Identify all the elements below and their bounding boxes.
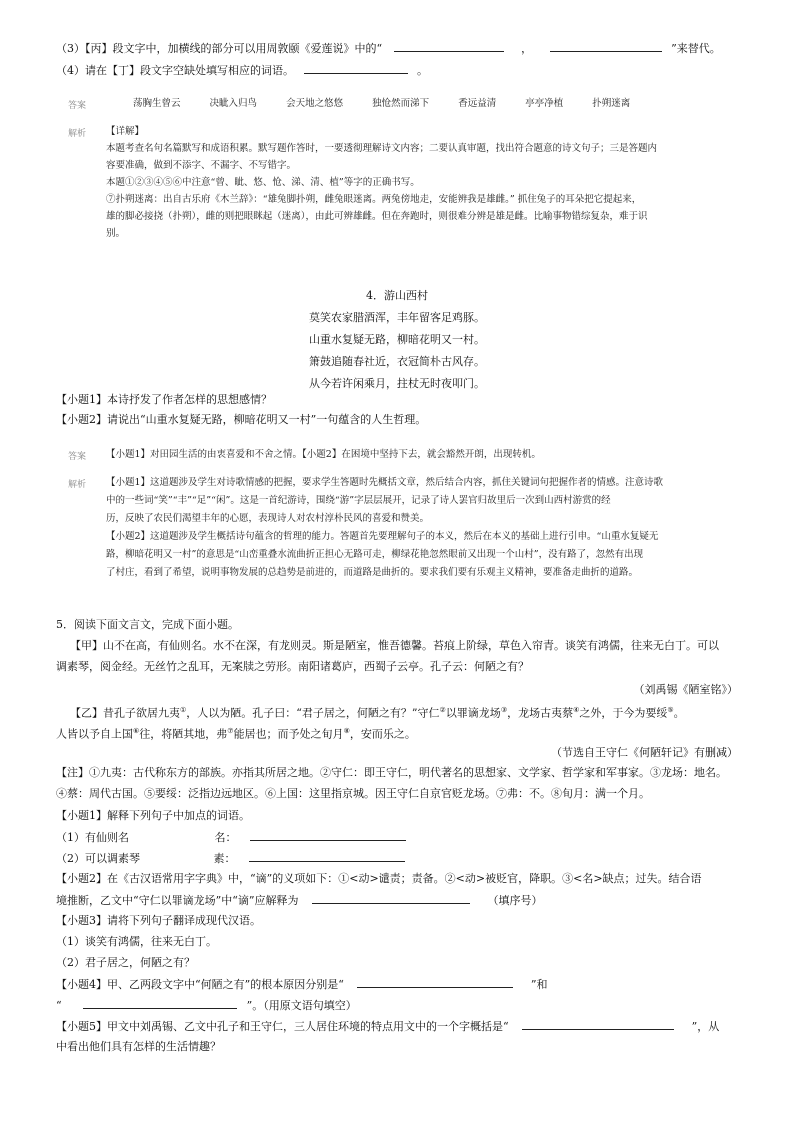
- answer-blank-1[interactable]: [394, 40, 504, 52]
- detail-line: 路，柳暗花明又一村”的意思是“山峦重叠水流曲折正担心无路可走，柳绿花艳忽然眼前又出现一个山村”，没有路了，忽然有出现: [106, 549, 644, 560]
- answer-row: 荡胸生曾云 决眦入归鸟 会天地之悠悠 独怆然而涕下 香远益清 亭亭净植 扑朔迷离: [133, 98, 631, 109]
- detail-line: 历，反映了农民们渴望丰年的心愿，表现诗人对农村淳朴民风的喜爱和赞美。: [106, 513, 430, 524]
- answer-blank-9[interactable]: [522, 1018, 674, 1030]
- note: 【注】①九夷：古代称东方的部族。亦指其所居之地。②守仁：即王守仁，明代著名的思想家、文学家、哲学家和军事家。③龙场：地名。: [56, 766, 727, 779]
- note: ④蔡：周代古国。⑤要绥：泛指边远地区。⑥上国：这里指京城。因王守仁自京官贬龙场。⑦弗：不。⑧旬月：满一个月。: [56, 787, 650, 800]
- subquestion-5-b: 中看出他们具有怎样的生活情趣？: [56, 1040, 221, 1053]
- text-yi: 人皆以予自上国⑥往，将陋其地，弗⑦能居也；而予处之旬月⑧，安而乐之。: [56, 727, 416, 741]
- source-yi: （节选自王守仁《何陋轩记》有删减）: [551, 746, 738, 759]
- answer-blank-2[interactable]: [550, 40, 662, 52]
- poem-line: 箫鼓追随春社近，衣冠简朴古风存。: [309, 355, 485, 368]
- answer-tag: 答案: [68, 452, 87, 462]
- detail-line: 雄的脚必接挠（扑朔），雌的则把眼眯起（迷离），由此可辨雄雌。但在奔跑时，则很难分辨是雄是雌。比喻事物错综复杂，难于识: [106, 211, 648, 222]
- detail-line: 中的一些词“笑”“丰”“足”“闲”。这是一首纪游诗，围绕“游”字层层展开，记录了诗人罢官归故里后一次到山西村游赏的经: [106, 495, 611, 506]
- subquestion-1: 【小题1】本诗抒发了作者怎样的思想感情？: [56, 393, 272, 406]
- detail-line: 本题考查名句名篇默写和成语积累。默写题作答时，一要透彻理解诗文内容；二要认真审题，找出符合题意的诗文句子；三是答题内: [106, 143, 658, 154]
- source-jia: （刘禹锡《陋室铭》）: [633, 683, 738, 696]
- answer-blank-6[interactable]: [312, 892, 470, 904]
- detail-tag: 解析: [68, 480, 87, 490]
- subquestion-2-b: 境推断，乙文中“守仁以罪谪龙场”中“谪”应解释为 （填序号）: [56, 894, 543, 907]
- answer-blank-7[interactable]: [357, 976, 513, 988]
- subquestion-1-a: （1）有仙则名 名：: [56, 829, 406, 846]
- answer-blank-4[interactable]: [250, 829, 406, 841]
- subquestion-5: 【小题5】甲文中刘禹锡、乙文中孔子和王守仁，三人居住环境的特点用文中的一个字概括是“ ”，从: [56, 1020, 720, 1033]
- subquestion-4: 【小题4】甲、乙两段文字中“何陋之有”的根本原因分别是“ ”和: [56, 978, 548, 991]
- question-3-4: （4）请在【丁】段文字空缺处填写相应的词语。 。: [56, 64, 428, 77]
- detail-line: ⑦扑朔迷离：出自古乐府《木兰辞》：“雄兔脚扑朔，雌兔眼迷离。两兔傍地走，安能辨我是雄雌。” 抓住兔子的耳朵把它提起来，: [106, 194, 642, 205]
- q5-intro: 5．阅读下面文言文，完成下面小题。: [56, 618, 239, 631]
- poem-title: 4．游山西村: [366, 289, 428, 302]
- answer-line: 【小题1】对田园生活的由衷喜爱和不舍之情。【小题2】在困境中坚持下去，就会豁然开朗，出现转机。: [106, 449, 541, 460]
- subquestion-2: 【小题2】请说出“山重水复疑无路，柳暗花明又一村”一句蕴含的人生哲理。: [56, 413, 427, 426]
- subquestion-3-a: （1）谈笑有鸿儒，往来无白丁。: [56, 935, 217, 948]
- detail-line: 别。: [106, 228, 126, 239]
- detail-line: 【小题1】这道题涉及学生对诗歌情感的把握，要求学生答题时先概括文章，然后结合内容，抓住关键词句把握作者的情感。注意诗歌: [106, 477, 664, 488]
- subquestion-3: 【小题3】请将下列句子翻译成现代汉语。: [56, 914, 261, 927]
- detail-line: 本题①②③④⑤⑥中注意“曾、眦、悠、怆、涕、清、植”等字的正确书写。: [106, 177, 420, 188]
- answer-tag: 答案: [68, 101, 87, 111]
- detail-line: 【详解】: [106, 126, 145, 137]
- subquestion-4-b: “ ”。（用原文语句填空）: [56, 999, 357, 1012]
- answer-blank-5[interactable]: [249, 850, 405, 862]
- poem-line: 莫笑农家腊酒浑，丰年留客足鸡豚。: [309, 311, 485, 324]
- text-yi: 【乙】昔孔子欲居九夷①，人以为陋。孔子曰：“君子居之，何陋之有？”守仁②以罪谪龙场③，龙场古夷蔡④之外，于今为要绥⑤。: [70, 706, 685, 720]
- question-3-3: （3）【丙】段文字中，加横线的部分可以用周敦颐《爱莲说》中的“ ， ”来替代。: [56, 42, 721, 55]
- poem-line: 山重水复疑无路，柳暗花明又一村。: [309, 333, 485, 346]
- detail-line: 了村庄，看到了希望，说明事物发展的总趋势是前进的，而道路是曲折的。要求我们要有乐观主义精神，要准备走曲折的道路。: [106, 567, 639, 578]
- detail-line: 【小题2】这道题涉及学生概括诗句蕴含的哲理的能力。答题首先要理解句子的本义，然后在本义的基础上进行引申。“山重水复疑无: [106, 531, 659, 542]
- detail-line: 容要准确，做到不添字、不漏字、不写错字。: [106, 160, 297, 171]
- subquestion-1: 【小题1】解释下列句子中加点的词语。: [56, 809, 250, 822]
- answer-blank-3[interactable]: [304, 62, 408, 74]
- answer-blank-8[interactable]: [83, 997, 237, 1009]
- subquestion-3-b: （2）君子居之，何陋之有？: [56, 956, 195, 969]
- subquestion-2: 【小题2】在《古汉语常用字字典》中，“谪”的义项如下：①<动>谴责；责备。②<动>被贬官，降职。③<名>缺点；过失。结合语: [56, 872, 702, 885]
- text-jia: 【甲】山不在高，有仙则名。水不在深，有龙则灵。斯是陋室，惟吾德馨。苔痕上阶绿，草色入帘青。谈笑有鸿儒，往来无白丁。可以: [70, 639, 719, 652]
- subquestion-1-b: （2）可以调素琴 素：: [56, 850, 405, 867]
- detail-tag: 解析: [68, 129, 87, 139]
- poem-line: 从今若许闲乘月，拄杖无时夜叩门。: [309, 377, 485, 390]
- text-jia: 调素琴，阅金经。无丝竹之乱耳，无案牍之劳形。南阳诸葛庐，西蜀子云亭。孔子云：何陋之有？: [56, 660, 529, 673]
